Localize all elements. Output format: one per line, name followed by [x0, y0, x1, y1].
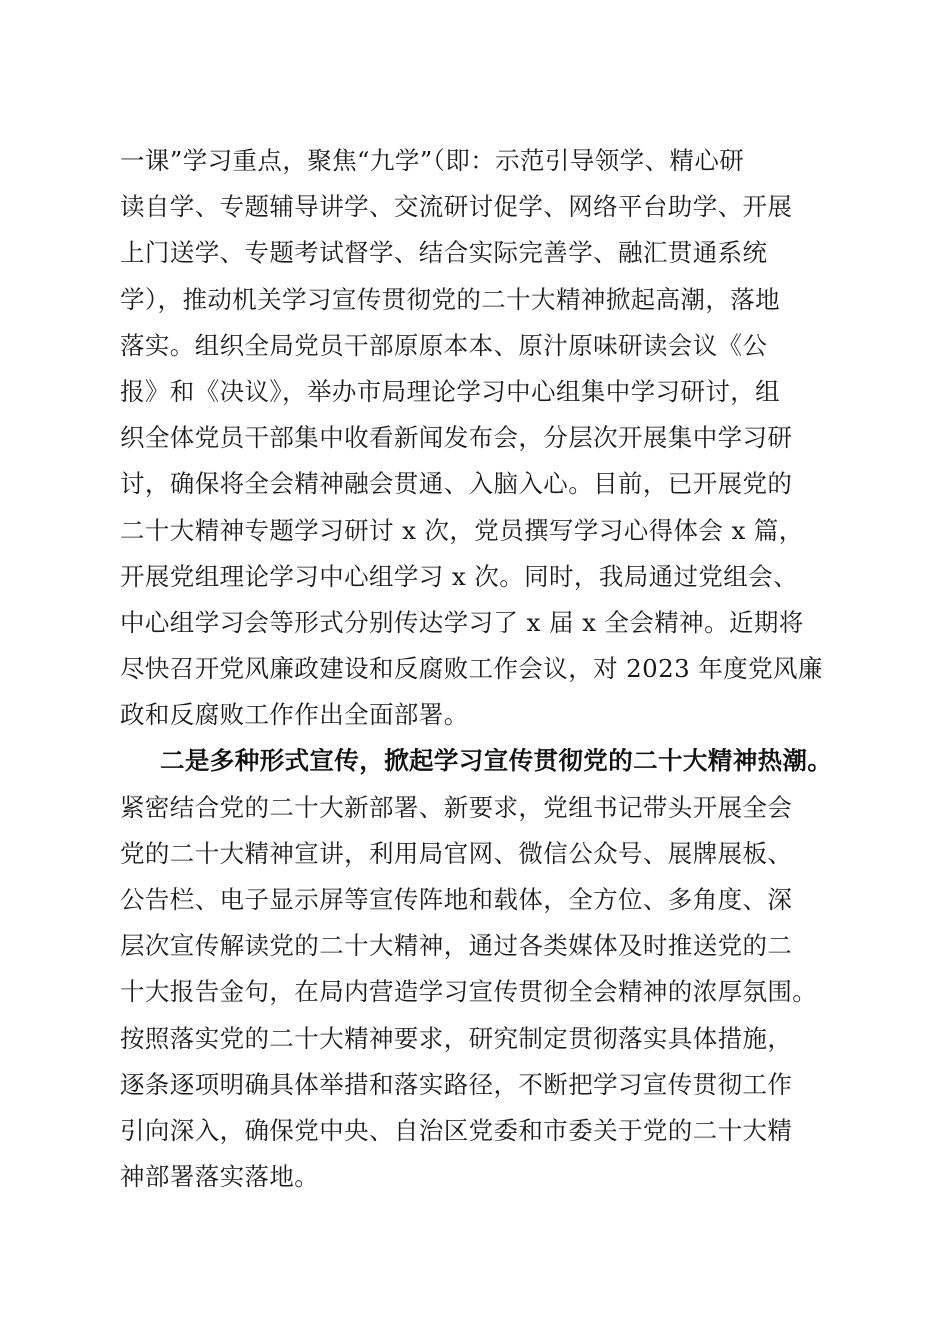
text-line: 层次宣传解读党的二十大精神，通过各类媒体及时推送党的二 [120, 931, 793, 961]
text-line: 政和反腐败工作作出全面部署。 [120, 700, 469, 730]
text-line: 报》和《决议》，举办市局理论学习中心组集中学习研讨，组 [120, 376, 781, 406]
text-line: 读自学、专题辅导讲学、交流研讨促学、网络平台助学、开展 [120, 192, 793, 222]
text-line: 上门送学、专题考试督学、结合实际完善学、融汇贯通系统 [120, 238, 768, 268]
paragraph-heading: 二是多种形式宣传，掀起学习宣传贯彻党的二十大精神热潮。 [160, 746, 833, 776]
text-line: 逐条逐项明确具体举措和落实路径，不断把学习宣传贯彻工作 [120, 1069, 793, 1099]
text-line: 讨，确保将全会精神融会贯通、入脑入心。目前，已开展党的 [120, 469, 793, 499]
text-line: 尽快召开党风廉政建设和反腐败工作会议，对 2023 年度党风廉 [120, 654, 823, 684]
text-line: 二十大精神专题学习研讨 x 次，党员撰写学习心得体会 x 篇， [120, 515, 804, 545]
text-line: 开展党组理论学习中心组学习 x 次。同时，我局通过党组会、 [120, 561, 798, 591]
text-line: 神部署落实落地。 [120, 1162, 320, 1192]
text-line: 学），推动机关学习宣传贯彻党的二十大精神掀起高潮，落地 [120, 284, 781, 314]
text-line: 紧密结合党的二十大新部署、新要求，党组书记带头开展全会 [120, 792, 793, 822]
text-line: 一课”学习重点，聚焦“九学”（即：示范引导领学、精心研 [120, 146, 745, 175]
text-line: 引向深入，确保党中央、自治区党委和市委关于党的二十大精 [120, 1115, 793, 1145]
text-line: 按照落实党的二十大精神要求，研究制定贯彻落实具体措施， [120, 1023, 793, 1053]
text-line: 织全体党员干部集中收看新闻发布会，分层次开展集中学习研 [120, 423, 793, 453]
paragraph-2 [120, 738, 840, 1200]
paragraph-1 [120, 138, 840, 738]
text-line: 中心组学习会等形式分别传达学习了 x 届 x 全会精神。近期将 [120, 607, 804, 637]
text-line: 党的二十大精神宣讲，利用局官网、微信公众号、展牌展板、 [120, 838, 793, 868]
document-body [120, 138, 840, 1200]
text-line: 落实。组织全局党员干部原原本本、原汁原味研读会议《公 [120, 330, 768, 360]
text-line: 公告栏、电子显示屏等宣传阵地和载体，全方位、多角度、深 [120, 885, 793, 914]
text-line: 十大报告金句，在局内营造学习宣传贯彻全会精神的浓厚氛围。 [120, 977, 818, 1007]
